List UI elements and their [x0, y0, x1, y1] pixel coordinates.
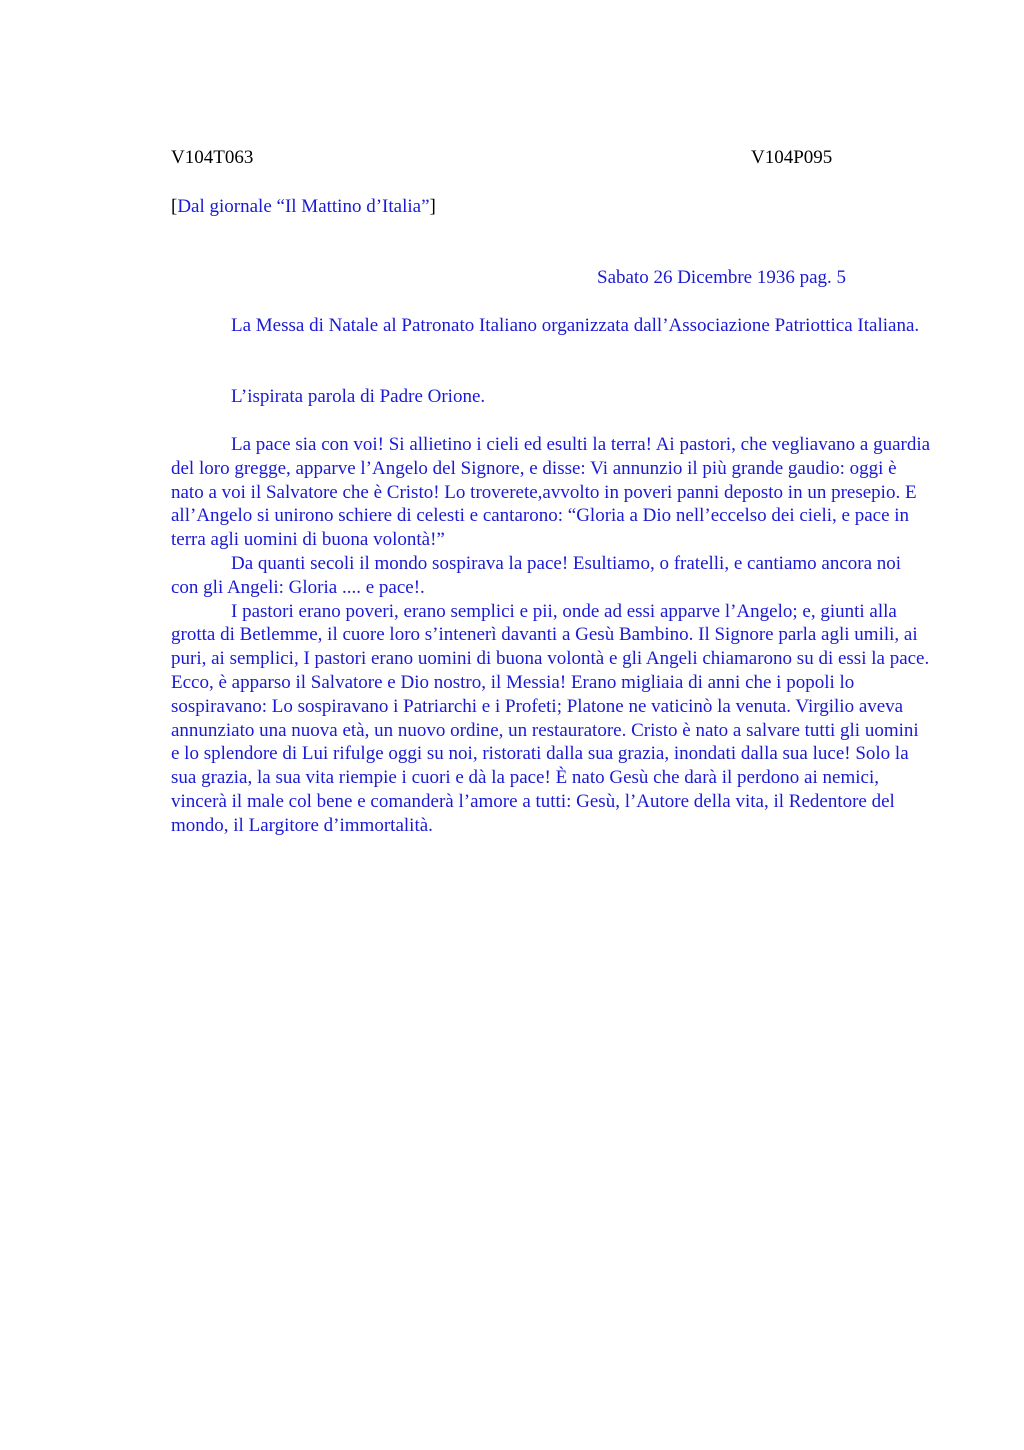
date-line: Sabato 26 Dicembre 1936 pag. 5 [597, 267, 847, 288]
source-open-bracket: [ [171, 196, 178, 217]
headline-block [171, 314, 931, 338]
article-paragraph: I pastori erano poveri, erano semplici e pii, onde ad essi apparve l’Angelo; e, giunti alla grotta di Betlemme, il cuore loro s’intenerì davanti a Gesù Bambino. Il Signore parla agli umili, ai puri, ai semplici, I pastori erano uomini di buona volontà e gli Angeli chiamarono su di essi la pace. Ecco, è apparso il Salvatore e Dio nostro, il Messia! Erano migliaia di anni che i popoli lo sospiravano: Lo sospiravano i Patriarchi e i Profeti; Platone ne vaticinò la venuta. Virgilio aveva annunziato una nuova età, un nuovo ordine, un restauratore. Cristo è nato a salvare tutti gli uomini e lo splendore di Lui rifulge oggi su noi, ristorati dalla sua grazia, inondati dalla sua luce! Solo la sua grazia, la sua vita riempie i cuori e dà la pace! È nato Gesù che darà il perdono ai nemici, vincerà il male col bene e comanderà l’amore a tutti: Gesù, l’Autore della vita, il Redentore del mondo, il Largitore d’immortalità. [171, 600, 930, 836]
subheadline: L’ispirata parola di Padre Orione. [231, 386, 486, 407]
subheadline-block [171, 385, 931, 409]
headline: La Messa di Natale al Patronato Italiano organizzata dall’Associazione Patriottica Italiana. [231, 315, 920, 336]
article-body [171, 433, 931, 838]
source-citation [171, 195, 436, 219]
document-code-right: V104P095 [751, 147, 833, 168]
document-code-left: V104T063 [171, 147, 254, 168]
source-text: Dal giornale “Il Mattino d’Italia” [177, 196, 430, 217]
article-paragraph: La pace sia con voi! Si allietino i cieli ed esulti la terra! Ai pastori, che vegliavano a guardia del loro gregge, apparve l’Angelo del Signore, e disse: Vi annunzio il più grande gaudio: oggi è nato a voi il Salvatore che è Cristo! Lo troverete,avvolto in poveri panni deposto in un presepio. E all’Angelo si unirono schiere di celesti e cantarono: “Gloria a Dio nell’eccelso dei cieli, e pace in terra agli uomini di buona volontà!” [171, 434, 931, 551]
source-close-bracket: ] [429, 196, 436, 217]
article-paragraph: Da quanti secoli il mondo sospirava la pace! Esultiamo, o fratelli, e cantiamo ancora noi con gli Angeli: Gloria .... e pace!. [171, 552, 902, 598]
